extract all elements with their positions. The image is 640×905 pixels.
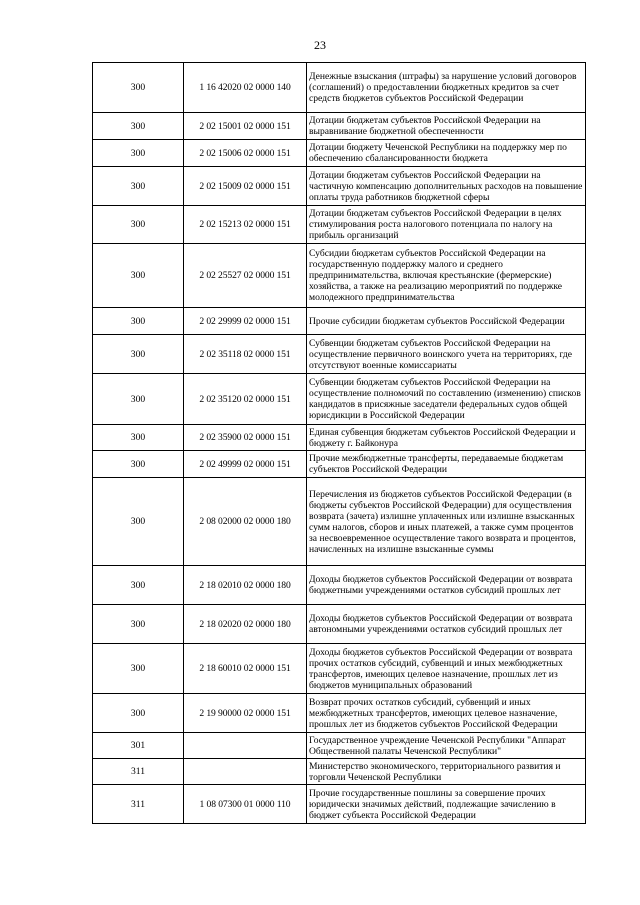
budget-classification-code-cell bbox=[184, 733, 307, 759]
admin-code-cell: 300 bbox=[93, 140, 184, 167]
admin-code-cell: 300 bbox=[93, 113, 184, 140]
revenue-name-cell: Доходы бюджетов субъектов Российской Федерации от возврата бюджетными учреждениями остатков субсидий прошлых лет bbox=[307, 566, 586, 605]
revenue-name-cell: Перечисления из бюджетов субъектов Российской Федерации (в бюджеты субъектов Российской Федерации) для осуществления возврата (зачета) излишне уплаченных или излишне взысканных сумм налогов, сборов и иных платежей, а также сумм процентов за несвоевременное осуществление такого возврата и процентов, начисленных на излишне взысканные суммы bbox=[307, 478, 586, 566]
table-row bbox=[93, 694, 586, 733]
revenue-name-cell: Доходы бюджетов субъектов Российской Федерации от возврата автономными учреждениями остатков субсидий прошлых лет bbox=[307, 605, 586, 644]
table-row bbox=[93, 374, 586, 425]
budget-classification-code-cell: 2 02 15006 02 0000 151 bbox=[184, 140, 307, 167]
table-row bbox=[93, 425, 586, 451]
table-row bbox=[93, 167, 586, 206]
table-row bbox=[93, 566, 586, 605]
admin-code-cell: 311 bbox=[93, 785, 184, 824]
revenue-name-cell: Доходы бюджетов субъектов Российской Федерации от возврата прочих остатков субсидий, субвенций и иных межбюджетных трансфертов, имеющих целевое назначение, прошлых лет из бюджетов муниципальных образований bbox=[307, 644, 586, 694]
revenue-name-cell: Дотации бюджетам субъектов Российской Федерации на выравнивание бюджетной обеспеченности bbox=[307, 113, 586, 140]
admin-code-cell: 300 bbox=[93, 374, 184, 425]
admin-code-cell: 300 bbox=[93, 425, 184, 451]
budget-classification-code-cell: 2 02 29999 02 0000 151 bbox=[184, 308, 307, 335]
budget-classification-code-cell: 2 08 02000 02 0000 180 bbox=[184, 478, 307, 566]
table-row bbox=[93, 140, 586, 167]
budget-classification-code-cell: 2 02 35118 02 0000 151 bbox=[184, 335, 307, 374]
budget-classification-code-cell: 2 02 35120 02 0000 151 bbox=[184, 374, 307, 425]
table-row bbox=[93, 644, 586, 694]
revenue-name-cell: Денежные взыскания (штрафы) за нарушение условий договоров (соглашений) о предоставлении бюджетных кредитов за счет средств бюджетов субъектов Российской Федерации bbox=[307, 63, 586, 113]
revenue-name-cell: Дотации бюджету Чеченской Республики на поддержку мер по обеспечению сбалансированности бюджета bbox=[307, 140, 586, 167]
admin-code-cell: 301 bbox=[93, 733, 184, 759]
admin-code-cell: 300 bbox=[93, 644, 184, 694]
admin-code-cell: 311 bbox=[93, 759, 184, 785]
admin-code-cell: 300 bbox=[93, 694, 184, 733]
admin-code-cell: 300 bbox=[93, 63, 184, 113]
table-row bbox=[93, 785, 586, 824]
table-row bbox=[93, 63, 586, 113]
admin-code-cell: 300 bbox=[93, 206, 184, 244]
budget-classification-code-cell: 2 02 25527 02 0000 151 bbox=[184, 244, 307, 308]
table-row bbox=[93, 478, 586, 566]
admin-code-cell: 300 bbox=[93, 478, 184, 566]
revenue-name-cell: Субвенции бюджетам субъектов Российской Федерации на осуществление полномочий по составлению (изменению) списков кандидатов в присяжные заседатели федеральных судов общей юрисдикции в Российской Федерации bbox=[307, 374, 586, 425]
revenue-name-cell: Дотации бюджетам субъектов Российской Федерации на частичную компенсацию дополнительных расходов на повышение оплаты труда работников бюджетной сферы bbox=[307, 167, 586, 206]
table-row bbox=[93, 113, 586, 140]
admin-code-cell: 300 bbox=[93, 244, 184, 308]
revenue-name-cell: Единая субвенция бюджетам субъектов Российской Федерации и бюджету г. Байконура bbox=[307, 425, 586, 451]
revenue-name-cell: Прочие межбюджетные трансферты, передаваемые бюджетам субъектов Российской Федерации bbox=[307, 451, 586, 478]
revenue-name-cell: Прочие государственные пошлины за совершение прочих юридически значимых действий, подлежащие зачислению в бюджет субъекта Российской Федерации bbox=[307, 785, 586, 824]
admin-code-cell: 300 bbox=[93, 451, 184, 478]
revenue-name-cell: Государственное учреждение Чеченской Республики "Аппарат Общественной палаты Чеченской Республики" bbox=[307, 733, 586, 759]
admin-code-cell: 300 bbox=[93, 605, 184, 644]
budget-classification-code-cell: 2 02 15009 02 0000 151 bbox=[184, 167, 307, 206]
budget-classification-code-cell: 2 18 02020 02 0000 180 bbox=[184, 605, 307, 644]
budget-classification-code-cell: 1 08 07300 01 0000 110 bbox=[184, 785, 307, 824]
budget-classification-code-cell: 2 02 15001 02 0000 151 bbox=[184, 113, 307, 140]
revenue-name-cell: Субвенции бюджетам субъектов Российской Федерации на осуществление первичного воинского учета на территориях, где отсутствуют военные комиссариаты bbox=[307, 335, 586, 374]
budget-classification-code-cell bbox=[184, 759, 307, 785]
budget-classification-code-cell: 2 18 60010 02 0000 151 bbox=[184, 644, 307, 694]
budget-classification-code-cell: 2 02 49999 02 0000 151 bbox=[184, 451, 307, 478]
admin-code-cell: 300 bbox=[93, 566, 184, 605]
table-row bbox=[93, 206, 586, 244]
budget-classification-code-cell: 1 16 42020 02 0000 140 bbox=[184, 63, 307, 113]
table-row bbox=[93, 451, 586, 478]
admin-code-cell: 300 bbox=[93, 335, 184, 374]
budget-classification-code-cell: 2 02 15213 02 0000 151 bbox=[184, 206, 307, 244]
revenue-name-cell: Министерство экономического, территориального развития и торговли Чеченской Республики bbox=[307, 759, 586, 785]
admin-code-cell: 300 bbox=[93, 308, 184, 335]
table-row bbox=[93, 335, 586, 374]
table-row bbox=[93, 244, 586, 308]
table-row bbox=[93, 308, 586, 335]
revenue-name-cell: Возврат прочих остатков субсидий, субвенций и иных межбюджетных трансфертов, имеющих целевое назначение, прошлых лет из бюджетов субъектов Российской Федерации bbox=[307, 694, 586, 733]
revenue-codes-table bbox=[92, 62, 586, 824]
revenue-name-cell: Прочие субсидии бюджетам субъектов Российской Федерации bbox=[307, 308, 586, 335]
table-row bbox=[93, 759, 586, 785]
page-number: 23 bbox=[314, 38, 326, 52]
revenue-name-cell: Дотации бюджетам субъектов Российской Федерации в целях стимулирования роста налогового потенциала по налогу на прибыль организаций bbox=[307, 206, 586, 244]
budget-classification-code-cell: 2 02 35900 02 0000 151 bbox=[184, 425, 307, 451]
admin-code-cell: 300 bbox=[93, 167, 184, 206]
budget-classification-code-cell: 2 19 90000 02 0000 151 bbox=[184, 694, 307, 733]
table-row bbox=[93, 733, 586, 759]
table-row bbox=[93, 605, 586, 644]
revenue-name-cell: Субсидии бюджетам субъектов Российской Федерации на государственную поддержку малого и среднего предпринимательства, включая крестьянские (фермерские) хозяйства, а также на реализацию мероприятий по поддержке молодежного предпринимательства bbox=[307, 244, 586, 308]
budget-classification-code-cell: 2 18 02010 02 0000 180 bbox=[184, 566, 307, 605]
